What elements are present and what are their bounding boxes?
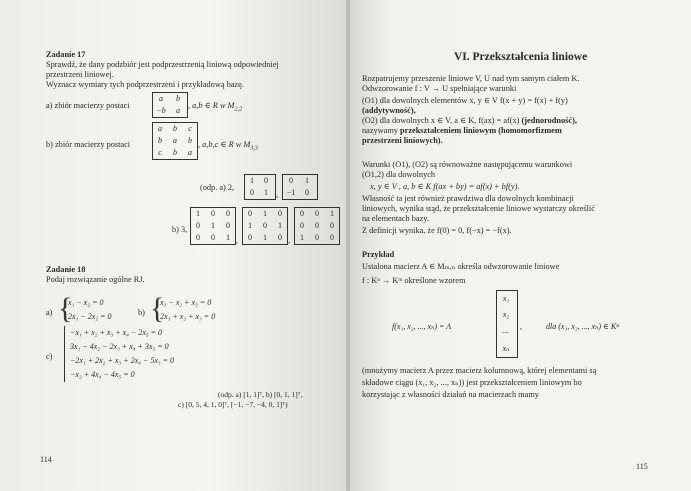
equation: −x₂ + 4x₄ − 4x₅ = 0 — [70, 370, 135, 379]
matrix-b: a b c b a b c b a — [152, 122, 198, 160]
equation: 2x₁ + x₂ + x₃ = 0 — [160, 312, 216, 321]
paragraph: korzystając z własności działań na macierzach mamy — [362, 390, 539, 399]
subtask-a-label: a) — [46, 308, 53, 317]
task18-title: Zadanie 18 — [46, 265, 86, 274]
equation: 3x₁ − 4x₂ − 2x₃ + x₄ + 3x₅ = 0 — [70, 342, 169, 351]
paragraph: Odwzorowanie f : V → U spełniające warunki — [362, 84, 517, 93]
paragraph: Z definicji wynika, że f(0) = 0, f(−x) = −f(x). — [362, 226, 512, 235]
chapter-title: VI. Przekształcenia liniowe — [454, 51, 588, 63]
task18-text: Podaj rozwiązanie ogólne RJ. — [46, 275, 145, 284]
right-page: VI. Przekształcenia liniowe Rozpatrujemy przeszenie liniowe V, U nad tym samym ciałem K. Odwzorowanie f : V → U spełniające warunki (O1) dla dowolnych elementów x, y ∈ V f(x + y) = f(x) + f(y) (addytywność), (O2) dla dowolnych x ∈ V, a ∈ K, f(ax) = af(x) (jednorodność), nazywamy przekształceniem liniowym (homomorfizmem przestrzeni liniowych). Warunki (O1), (O2) są równoważne następującemu warunkowi (O1,2) dla dowolnych x, y ∈ V , a, b ∈ K f(ax + by) = af(x) + bf(y). Własność ta jest również prawdziwa dla dowolnych kombinacji liniowych, wynika stąd, że przekształcenie liniowe wystarczy określić na elementach bazy. Z definicji wynika, że f(0) = 0, f(−x) = −f(x). Przykład Ustalona macierz A ∈ Mₘ,ₙ określa odwzorowanie liniowe f : Kⁿ → Kᵐ określone wzorem f(x₁, x₂, ..., xₙ) = A x₁ x₂ ... xₙ , dla (x₁, x₂, ..., xₙ) ∈ Kⁿ (mnożymy macierz A przez macierz kolumnową, której elementami są składowe ciągu (x₁, x₂, ..., xₙ)) jest przekształceniem liniowym bo korzystając z własności działań na macierzach mamy 115 — [350, 0, 691, 491]
answer-18-line1: (odp. a) [1, 1]ᵀ, b) [0, 1, 1]ᵀ, — [218, 390, 303, 399]
paragraph: liniowych, wynika stąd, że przekształcenie liniowe wystarczy określić — [362, 204, 595, 213]
answer-a-matrix-2: 0 1 −1 0 — [282, 174, 318, 200]
example-title: Przykład — [362, 250, 395, 259]
answer-b-matrix-2: 0 1 0 1 0 1 0 1 0 — [242, 207, 288, 245]
answer-b-matrix-1: 1 0 0 0 1 0 0 0 1 — [190, 207, 236, 245]
subtask-b-cond: , a,b,c ∈ R w $M_{3,3}$ — [198, 140, 258, 152]
condition-o2: (O2) dla dowolnych x ∈ V, a ∈ K, f(ax) = af(x) (jednorodność), — [362, 116, 577, 125]
subtask-a-label: a) zbiór macierzy postaci — [46, 101, 130, 110]
definition: nazywamy przekształceniem liniowym (homomorfizmem — [362, 126, 562, 135]
answer-b-matrix-3: 0 0 1 0 0 0 1 0 0 — [294, 207, 340, 245]
column-vector: x₁ x₂ ... xₙ — [496, 290, 518, 358]
subtask-c-label: c) — [46, 352, 53, 361]
subtask-a-cond: , a,b ∈ R w $M_{2,2}$ — [188, 101, 242, 113]
answer-a-matrix-1: 1 0 0 1 — [244, 174, 276, 200]
paragraph: (mnożymy macierz A przez macierz kolumnową, której elementami są — [362, 366, 597, 375]
equation: −x₁ + x₂ + x₃ + x₄ − 2x₅ = 0 — [70, 328, 163, 337]
definition: przestrzeni liniowych). — [362, 136, 443, 145]
equation: x₁ − x₂ = 0 — [68, 298, 104, 307]
example-formula: f(x₁, x₂, ..., xₙ) = A — [392, 322, 452, 331]
task17-text: Sprawdź, że dany podzbiór jest podprzestrzenią liniową odpowiedniej — [46, 60, 279, 69]
paragraph: f : Kⁿ → Kᵐ określone wzorem — [362, 276, 466, 285]
paragraph: (O1,2) dla dowolnych — [362, 170, 436, 179]
brace: { — [58, 292, 73, 325]
equation: x₁ − x₂ + x₃ = 0 — [160, 298, 212, 307]
condition-o1-name: (addytywność), — [362, 106, 416, 115]
equation: −2x₁ + 2x₂ + x₃ + 2x₄ − 5x₅ = 0 — [70, 356, 175, 365]
matrix-a: a b −b a — [152, 92, 188, 118]
example-domain: dla (x₁, x₂, ..., xₙ) ∈ Kⁿ — [546, 322, 619, 331]
task17-text: przestrzeni liniowej. — [46, 70, 114, 79]
system-bracket — [64, 326, 67, 382]
page-number: 115 — [636, 462, 648, 471]
answer-a-label: (odp. a) 2, — [200, 183, 235, 192]
paragraph: Własność ta jest również prawdziwa dla dowolnych kombinacji — [362, 194, 574, 203]
task17-text: Wyznacz wymiary tych podprzestrzeni i przykładową bazę. — [46, 80, 244, 89]
paragraph: Ustalona macierz A ∈ Mₘ,ₙ określa odwzorowanie liniowe — [362, 262, 560, 271]
subtask-b-label: b) — [138, 308, 145, 317]
left-page: Zadanie 17 Sprawdź, że dany podzbiór jest podprzestrzenią liniową odpowiedniej przestrzeni liniowej. Wyznacz wymiary tych podprzestrzeni i przykładową bazę. a) zbiór macierzy postaci a b −b a , a,b ∈ R w $M_{2,2}$ b) zbiór macierzy postaci a b c b a b c b a , a,b,c ∈ R w $M_{3,3}$ (odp. a) 2, 1 0 0 1 , 0 1 −1 0 b) 3, 1 0 0 0 1 0 0 0 1 , 0 1 0 1 0 1 0 1 0 , 0 0 1 0 0 0 1 0 0 Zadanie 18 Podaj rozwiązanie ogólne RJ. a) { x₁ − x₂ = 0 2x₁ − 2x₂ = 0 b) { x₁ − x₂ + x₃ = 0 2x₁ + x₂ + x₃ = 0 c) −x₁ + x₂ + x₃ + x₄ − 2x₅ = 0 3x₁ − 4x₂ − 2x₃ + x₄ + 3x₅ = 0 −2x₁ + 2x₂ + x₃ + 2x₄ − 5x₅ = 0 −x₂ + 4x₄ − 4x₅ = 0 (odp. a) [1, 1]ᵀ, b) [0, 1, 1]ᵀ, c) [0, 5, 4, 1, 0]ᵀ, [−1, −7, −4, 0, 1]ᵀ) 114 — [0, 0, 348, 491]
equation: 2x₁ − 2x₂ = 0 — [68, 312, 112, 321]
paragraph: Warunki (O1), (O2) są równoważne następującemu warunkowi — [362, 160, 573, 169]
paragraph: składowe ciągu (x₁, x₂, ..., xₙ)) jest przekształceniem liniowym bo — [362, 378, 582, 387]
answer-b-label: b) 3, — [172, 225, 188, 234]
condition-o1: (O1) dla dowolnych elementów x, y ∈ V f(x + y) = f(x) + f(y) — [362, 96, 568, 105]
condition-o12: x, y ∈ V , a, b ∈ K f(ax + by) = af(x) + bf(y). — [370, 182, 520, 191]
paragraph: Rozpatrujemy przeszenie liniowe V, U nad tym samym ciałem K. — [362, 74, 580, 83]
task17-title: Zadanie 17 — [46, 50, 86, 59]
subtask-b-label: b) zbiór macierzy postaci — [46, 140, 131, 149]
answer-18-line2: c) [0, 5, 4, 1, 0]ᵀ, [−1, −7, −4, 0, 1]ᵀ) — [178, 400, 288, 409]
page-number: 114 — [40, 455, 52, 464]
paragraph: na elementach bazy. — [362, 214, 429, 223]
brace: { — [150, 292, 165, 325]
